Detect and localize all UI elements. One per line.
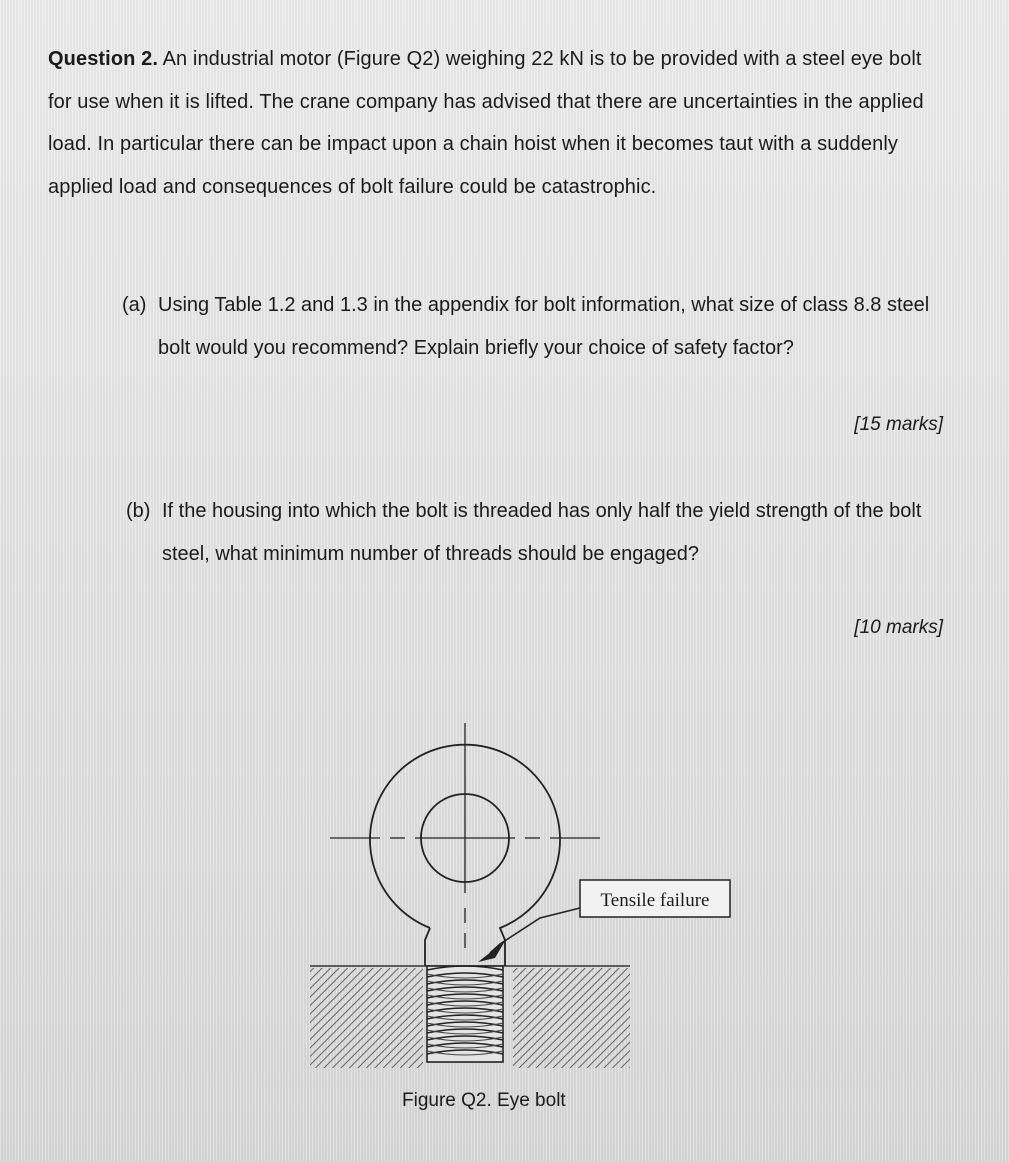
threaded-shank bbox=[427, 966, 503, 1062]
part-a-marks: [15 marks] bbox=[854, 414, 943, 435]
figure-caption: Figure Q2. Eye bolt bbox=[402, 1090, 566, 1111]
part-b-text: If the housing into which the bolt is threaded has only half the yield strength of the bolt steel, what minimum number of threads should be engaged? bbox=[162, 500, 922, 565]
part-a-text: Using Table 1.2 and 1.3 in the appendix for bolt information, what size of class 8.8 steel bolt would you recommend? Explain briefly your choice of safety factor? bbox=[158, 294, 930, 359]
part-b-marks: [10 marks] bbox=[854, 617, 943, 638]
annotation-label: Tensile failure bbox=[600, 890, 710, 911]
part-b-label: (b) bbox=[126, 500, 151, 522]
leader-line bbox=[490, 908, 580, 953]
question-label: Question 2. bbox=[48, 48, 159, 70]
question-text: An industrial motor (Figure Q2) weighing 22 kN is to be provided with a steel eye bolt for use when it is lifted. The crane company has advised that there are uncertainties in the applied load. In particular there can be impact upon a chain hoist when it becomes taut with a suddenly applied load and consequences of bolt failure could be catastrophic. bbox=[48, 48, 924, 198]
housing-hatch-left bbox=[310, 968, 423, 1068]
question-intro bbox=[48, 38, 948, 208]
part-a bbox=[122, 284, 947, 370]
eye-bolt-figure bbox=[300, 718, 740, 1078]
leader-arrowhead bbox=[478, 941, 505, 962]
part-b bbox=[126, 490, 946, 576]
eye-bolt-drawing bbox=[300, 718, 740, 1078]
housing-hatch-right bbox=[513, 968, 630, 1068]
part-a-label: (a) bbox=[122, 294, 147, 316]
